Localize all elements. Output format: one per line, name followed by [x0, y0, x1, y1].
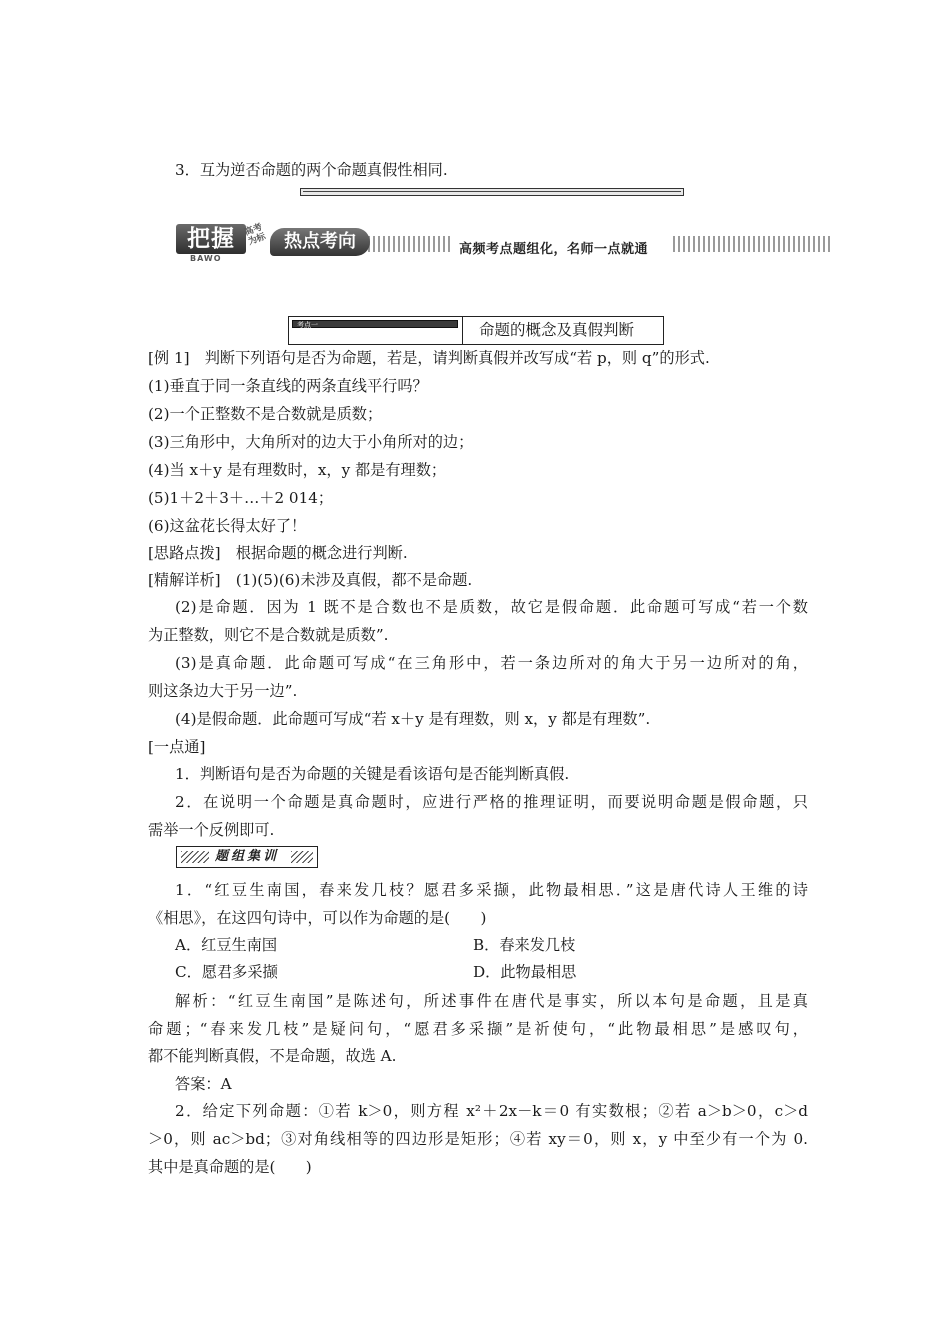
solution-4-line: (4)是假命题．此命题可写成“若 x＋y 是有理数，则 x，y 都是有理数”. — [175, 710, 651, 728]
option-b: B．春来发几枝 — [473, 936, 576, 954]
banner-logo-small: 高考为标 — [243, 222, 268, 248]
option-row-1 — [175, 935, 808, 955]
question-1-line-1: 1．“红豆生南国，春来发几枝？愿君多采撷，此物最相思．”这是唐代诗人王维的诗 — [175, 881, 808, 899]
example-item-2: (2)一个正整数不是合数就是质数； — [148, 405, 383, 423]
statement-3: 3．互为逆否命题的两个命题真假性相同. — [175, 161, 448, 179]
question-1-line-2: 《相思》，在这四句诗中，可以作为命题的是( ) — [148, 909, 487, 927]
question-2-line-3: 其中是真命题的是( ) — [148, 1158, 312, 1176]
example-item-3: (3)三角形中，大角所对的边大于小角所对的边； — [148, 433, 474, 451]
topic-tag: 考点一 — [292, 320, 458, 328]
example-item-5: (5)1＋2＋3＋…＋2 014； — [148, 489, 334, 507]
analysis-line-3: 都不能判断真假，不是命题，故选 A. — [148, 1047, 397, 1065]
tip-2-line-1: 2．在说明一个命题是真命题时，应进行严格的推理证明，而要说明命题是假命题，只 — [175, 793, 808, 811]
topic-header — [288, 316, 664, 345]
section-divider — [300, 188, 684, 196]
example-item-4: (4)当 x＋y 是有理数时，x，y 都是有理数； — [148, 461, 447, 479]
banner-hot-topic: 热点考向 — [270, 228, 370, 256]
section-banner — [168, 222, 833, 264]
group-training-box — [176, 846, 318, 868]
question-2-line-1: 2．给定下列命题：①若 k＞0，则方程 x²＋2x－k＝0 有实数根；②若 a＞b＞0，c＞d — [175, 1102, 808, 1120]
group-training-title: 题组集训 — [215, 849, 280, 864]
solution-3-line-2: 则这条边大于另一边”. — [148, 682, 298, 700]
tip-heading: [一点通] — [148, 738, 206, 756]
example-item-6: (6)这盆花长得太好了！ — [148, 517, 307, 535]
question-2-line-2: ＞0，则 ac＞bd；③对角线相等的四边形是矩形；④若 xy＝0，则 x，y 中至少有一个为 0. — [148, 1130, 808, 1148]
solution-line: [精解详析] (1)(5)(6)未涉及真假，都不是命题. — [148, 571, 473, 589]
analysis-line-1: 解析：“红豆生南国”是陈述句，所述事件在唐代是事实，所以本句是命题，且是真 — [175, 992, 808, 1010]
banner-pinyin: BAWO — [190, 254, 222, 263]
example-intro: [例 1] 判断下列语句是否为命题，若是，请判断真假并改写成“若 p，则 q”的形式. — [148, 349, 710, 367]
solution-3-line-1: (3)是真命题．此命题可写成“在三角形中，若一条边所对的角大于另一边所对的角， — [175, 654, 808, 672]
solution-2-line-1: (2)是命题．因为 1 既不是合数也不是质数，故它是假命题．此命题可写成“若一个数 — [175, 598, 808, 616]
banner-subtitle: 高频考点题组化，名师一点就通 — [459, 242, 649, 257]
answer-line: 答案：A — [175, 1075, 232, 1093]
analysis-line-2: 命题；“春来发几枝”是疑问句，“愿君多采撷”是祈使句，“此物最相思”是感叹句， — [148, 1020, 808, 1038]
option-c: C．愿君多采撷 — [175, 963, 278, 981]
tip-1: 1．判断语句是否为命题的关键是看该语句是否能判断真假. — [175, 765, 570, 783]
example-item-1: (1)垂直于同一条直线的两条直线平行吗？ — [148, 377, 428, 395]
option-a: A．红豆生南国 — [175, 936, 278, 954]
topic-title: 命题的概念及真假判断 — [479, 321, 635, 339]
banner-logo: 把握 — [176, 224, 246, 254]
option-row-2 — [175, 962, 808, 982]
solution-2-line-2: 为正整数，则它不是合数就是质数”. — [148, 626, 389, 644]
tip-2-line-2: 需举一个反例即可. — [148, 821, 275, 839]
option-d: D．此物最相思 — [473, 963, 577, 981]
hint-line: [思路点拨] 根据命题的概念进行判断. — [148, 544, 408, 562]
